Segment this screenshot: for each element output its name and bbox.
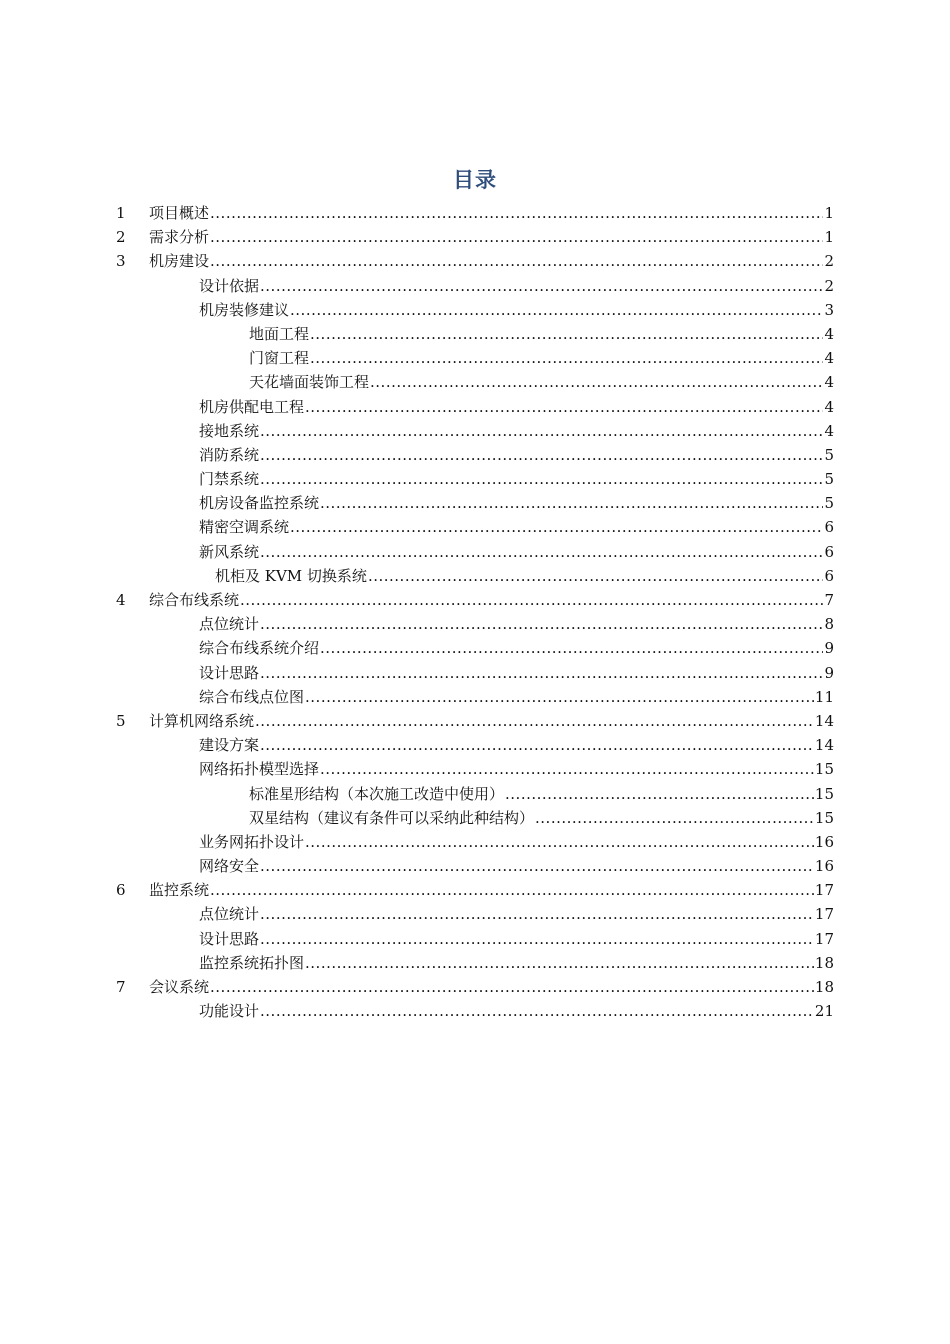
toc-dot-leader <box>210 249 823 273</box>
toc-dot-leader <box>260 854 814 878</box>
toc-entry-number: 6 <box>116 881 126 900</box>
toc-entry[interactable] <box>0 274 950 298</box>
toc-entry-title: 综合布线系统 <box>149 591 240 609</box>
toc-dot-leader <box>260 419 823 443</box>
toc-entry-line[interactable] <box>199 830 834 854</box>
toc-page-number: 18 <box>814 978 834 996</box>
toc-page-number: 6 <box>824 542 834 561</box>
toc-entry[interactable] <box>0 806 950 830</box>
toc-entry-line[interactable] <box>199 540 834 564</box>
toc-dot-leader <box>290 515 823 539</box>
toc-dot-leader <box>260 540 823 564</box>
toc-entry-line[interactable] <box>149 709 834 733</box>
toc-dot-leader <box>255 709 814 733</box>
toc-entry-line[interactable] <box>199 298 834 322</box>
toc-entry[interactable] <box>0 225 950 249</box>
toc-entry-line[interactable] <box>199 443 834 467</box>
toc-dot-leader <box>505 782 814 806</box>
toc-entry-line[interactable] <box>215 564 834 588</box>
toc-page-number: 6 <box>824 566 834 585</box>
toc-entry-title: 天花墙面装饰工程 <box>249 373 370 392</box>
toc-entry-number: 2 <box>116 228 126 247</box>
toc-page-number: 15 <box>814 760 834 779</box>
toc-page-number: 8 <box>824 615 834 634</box>
toc-entry[interactable] <box>0 322 950 346</box>
toc-entry-line[interactable] <box>199 612 834 636</box>
toc-entry-line[interactable] <box>199 636 834 660</box>
toc-page-number: 15 <box>814 808 834 827</box>
toc-entry[interactable] <box>0 999 950 1023</box>
toc-entry-line[interactable] <box>199 757 834 781</box>
toc-entry[interactable] <box>0 709 950 733</box>
toc-dot-leader <box>210 201 823 225</box>
toc-page-number: 11 <box>814 687 834 706</box>
toc-entry-line[interactable] <box>199 927 834 951</box>
toc-entry-title: 机房设备监控系统 <box>199 494 320 513</box>
toc-dot-leader <box>260 661 823 685</box>
toc-entry-title: 设计思路 <box>199 929 260 948</box>
toc-page-number: 7 <box>824 591 834 609</box>
toc-page-number: 4 <box>824 397 834 416</box>
toc-entry[interactable] <box>0 564 950 588</box>
toc-entry-title: 接地系统 <box>199 421 260 440</box>
toc-dot-leader <box>260 927 814 951</box>
toc-entry-line[interactable] <box>199 515 834 539</box>
toc-entry-line[interactable] <box>199 854 834 878</box>
toc-entry-title: 门禁系统 <box>199 470 260 489</box>
toc-page-number: 2 <box>824 252 834 271</box>
toc-page-number: 16 <box>814 857 834 876</box>
toc-entry-line[interactable] <box>199 733 834 757</box>
toc-page-number: 14 <box>814 711 834 730</box>
table-of-contents <box>0 201 950 1023</box>
toc-entry[interactable] <box>0 854 950 878</box>
toc-dot-leader <box>310 346 823 370</box>
toc-entry-line[interactable] <box>249 322 834 346</box>
toc-entry-line[interactable] <box>149 878 834 902</box>
toc-entry-line[interactable] <box>249 806 834 830</box>
toc-page-number: 17 <box>814 881 834 900</box>
toc-entry-title: 会议系统 <box>149 978 210 996</box>
toc-dot-leader <box>210 878 814 902</box>
toc-entry[interactable] <box>0 661 950 685</box>
toc-entry-title: 门窗工程 <box>249 349 310 368</box>
toc-dot-leader <box>240 588 823 612</box>
toc-entry[interactable] <box>0 443 950 467</box>
toc-entry[interactable] <box>0 515 950 539</box>
toc-entry[interactable] <box>0 540 950 564</box>
toc-dot-leader <box>260 999 814 1023</box>
toc-entry-line[interactable] <box>199 661 834 685</box>
toc-entry-line[interactable] <box>199 395 834 419</box>
toc-entry[interactable] <box>0 830 950 854</box>
toc-entry-line[interactable] <box>199 685 834 709</box>
toc-entry[interactable] <box>0 902 950 926</box>
toc-entry-title: 功能设计 <box>199 1002 260 1021</box>
toc-page-number: 14 <box>814 736 834 755</box>
toc-entry-line[interactable] <box>249 370 834 394</box>
toc-page-number: 6 <box>824 518 834 537</box>
toc-page-number: 1 <box>824 228 834 247</box>
toc-entry-number: 1 <box>116 204 126 222</box>
toc-entry[interactable] <box>0 612 950 636</box>
toc-entry[interactable] <box>0 975 950 999</box>
toc-entry-title: 消防系统 <box>199 445 260 464</box>
toc-entry[interactable] <box>0 491 950 515</box>
toc-page-number: 2 <box>824 276 834 295</box>
toc-dot-leader <box>210 225 823 249</box>
toc-entry[interactable] <box>0 395 950 419</box>
toc-entry-title: 机柜及 KVM 切换系统 <box>215 566 367 585</box>
toc-entry-line[interactable] <box>199 491 834 515</box>
toc-entry-title: 业务网拓扑设计 <box>199 832 305 851</box>
toc-page-number: 17 <box>814 905 834 924</box>
toc-dot-leader <box>305 830 814 854</box>
toc-dot-leader <box>260 902 814 926</box>
toc-page-number: 9 <box>824 639 834 658</box>
toc-entry[interactable] <box>0 685 950 709</box>
toc-entry[interactable] <box>0 733 950 757</box>
toc-page-number: 5 <box>824 470 834 489</box>
toc-entry-title: 需求分析 <box>149 228 210 247</box>
toc-entry[interactable] <box>0 782 950 806</box>
toc-page-number: 21 <box>814 1002 834 1021</box>
toc-entry-title: 设计依据 <box>199 276 260 295</box>
toc-entry-title: 计算机网络系统 <box>149 711 255 730</box>
toc-page-number: 17 <box>814 929 834 948</box>
toc-entry[interactable] <box>0 467 950 491</box>
toc-entry-title: 机房装修建议 <box>199 300 290 319</box>
toc-entry[interactable] <box>0 419 950 443</box>
toc-entry-line[interactable] <box>149 201 834 225</box>
toc-entry[interactable] <box>0 951 950 975</box>
toc-dot-leader <box>368 564 824 588</box>
toc-entry-title: 建设方案 <box>199 736 260 755</box>
toc-entry[interactable] <box>0 298 950 322</box>
toc-entry-title: 项目概述 <box>149 204 210 222</box>
toc-entry-title: 新风系统 <box>199 542 260 561</box>
toc-page-number: 9 <box>824 663 834 682</box>
toc-dot-leader <box>320 491 823 515</box>
toc-entry-line[interactable] <box>199 902 834 926</box>
toc-entry-title: 机房供配电工程 <box>199 397 305 416</box>
toc-entry-title: 监控系统 <box>149 881 210 900</box>
toc-entry-title: 机房建设 <box>149 252 210 271</box>
toc-page-number: 5 <box>824 445 834 464</box>
toc-page-number: 5 <box>824 494 834 513</box>
toc-dot-leader <box>305 685 814 709</box>
toc-entry-title: 精密空调系统 <box>199 518 290 537</box>
toc-dot-leader <box>370 370 823 394</box>
toc-entry-line[interactable] <box>149 975 834 999</box>
toc-page-number: 4 <box>824 349 834 368</box>
toc-page-number: 4 <box>824 373 834 392</box>
toc-entry[interactable] <box>0 878 950 902</box>
toc-entry-number: 4 <box>116 591 126 609</box>
toc-entry-line[interactable] <box>199 419 834 443</box>
toc-dot-leader <box>535 806 814 830</box>
toc-entry-line[interactable] <box>249 782 834 806</box>
toc-entry-number: 7 <box>116 978 126 996</box>
toc-dot-leader <box>320 757 814 781</box>
toc-entry-title: 设计思路 <box>199 663 260 682</box>
toc-dot-leader <box>260 612 823 636</box>
toc-dot-leader <box>320 636 823 660</box>
toc-entry-title: 网络安全 <box>199 857 260 876</box>
toc-entry-line[interactable] <box>199 951 834 975</box>
toc-entry-title: 标准星形结构（本次施工改造中使用） <box>249 784 505 803</box>
toc-entry-title: 网络拓扑模型选择 <box>199 760 320 779</box>
toc-entry-title: 综合布线点位图 <box>199 687 305 706</box>
toc-entry-number: 5 <box>116 711 126 730</box>
toc-dot-leader <box>290 298 823 322</box>
toc-entry[interactable] <box>0 636 950 660</box>
toc-dot-leader <box>305 951 814 975</box>
toc-page-number: 3 <box>824 300 834 319</box>
toc-entry-line[interactable] <box>149 225 834 249</box>
toc-entry-line[interactable] <box>199 467 834 491</box>
toc-entry[interactable] <box>0 346 950 370</box>
toc-entry-title: 双星结构（建议有条件可以采纳此种结构） <box>249 808 535 827</box>
toc-entry-line[interactable] <box>149 249 834 273</box>
toc-page-number: 4 <box>824 421 834 440</box>
toc-dot-leader <box>260 733 814 757</box>
page-title: 目录 <box>453 167 497 192</box>
toc-entry[interactable] <box>0 588 950 612</box>
toc-entry-number: 3 <box>116 252 126 271</box>
toc-entry-title: 地面工程 <box>249 324 310 343</box>
toc-entry-line[interactable] <box>199 999 834 1023</box>
toc-entry-line[interactable] <box>149 588 834 612</box>
toc-page-number: 1 <box>824 204 834 222</box>
toc-dot-leader <box>260 443 823 467</box>
toc-page-number: 15 <box>814 784 834 803</box>
toc-page-number: 16 <box>814 832 834 851</box>
toc-dot-leader <box>305 395 823 419</box>
toc-page-number: 4 <box>824 324 834 343</box>
toc-entry-title: 点位统计 <box>199 905 260 924</box>
toc-entry-line[interactable] <box>249 346 834 370</box>
toc-entry[interactable] <box>0 249 950 273</box>
toc-dot-leader <box>310 322 823 346</box>
toc-entry-line[interactable] <box>199 274 834 298</box>
toc-dot-leader <box>260 467 823 491</box>
toc-entry-title: 点位统计 <box>199 615 260 634</box>
toc-entry-title: 综合布线系统介绍 <box>199 639 320 658</box>
toc-page-number: 18 <box>814 953 834 972</box>
toc-dot-leader <box>210 975 814 999</box>
toc-entry[interactable] <box>0 927 950 951</box>
toc-entry[interactable] <box>0 370 950 394</box>
toc-entry-title: 监控系统拓扑图 <box>199 953 305 972</box>
toc-entry[interactable] <box>0 201 950 225</box>
toc-entry[interactable] <box>0 757 950 781</box>
toc-dot-leader <box>260 274 823 298</box>
